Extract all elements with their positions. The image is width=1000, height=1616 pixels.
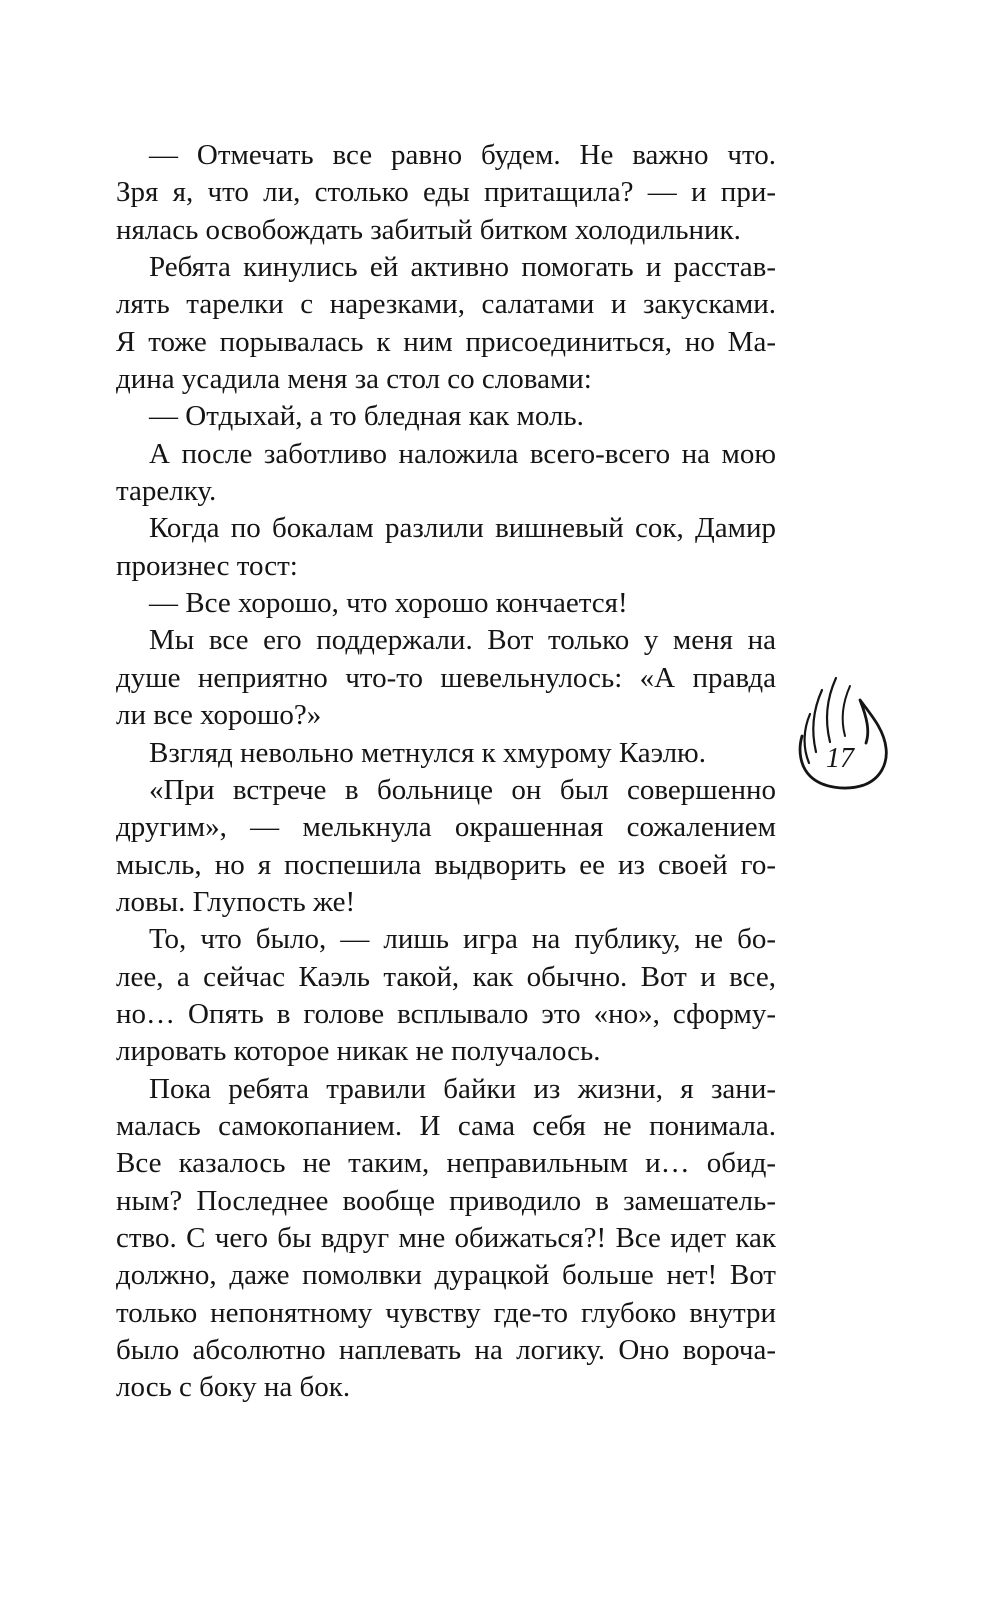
text-line: — Отмечать все равно будем. Не важно что. [149, 139, 776, 171]
text-line: Пока ребята травили байки из жизни, я зани- [149, 1072, 776, 1105]
text-line: мысль, но я поспешила выдворить ее из своей го- [116, 848, 776, 881]
text-line: лять тарелки с нарезками, салатами и закусками. [116, 288, 776, 321]
text-line: дина усадила меня за стол со словами: [116, 363, 592, 396]
text-line: произнес тост: [116, 549, 298, 582]
text-line: Все казалось не таким, неправильным и… обид- [116, 1147, 776, 1180]
text-line: ловы. Глупость же! [116, 885, 356, 918]
text-line: нялась освобождать забитый битком холодильник. [116, 213, 741, 246]
text-line: — Отдыхай, а то бледная как моль. [149, 400, 584, 433]
text-line: тарелку. [116, 475, 217, 508]
text-line: но… Опять в голове всплывало это «но», сформу- [116, 997, 776, 1030]
text-line: «При встрече в больнице он был совершенно [149, 773, 776, 806]
flame-icon [796, 676, 890, 796]
text-line: ным? Последнее вообще приводило в замешатель- [116, 1184, 776, 1217]
text-line: Взгляд невольно метнулся к хмурому Каэлю. [149, 736, 706, 769]
text-line: только непонятному чувству где-то глубоко внутри [116, 1296, 776, 1329]
text-line: — Все хорошо, что хорошо кончается! [149, 587, 628, 620]
text-line: душе неприятно что-то шевельнулось: «А правда [116, 661, 776, 694]
text-line: То, что было, — лишь игра на публику, не бо- [149, 923, 776, 956]
text-line: малась самокопанием. И сама себя не понимала. [116, 1109, 776, 1142]
text-line: лее, а сейчас Каэль такой, как обычно. Вот и все, [116, 960, 776, 993]
text-line: другим», — мелькнула окрашенная сожалением [116, 811, 776, 844]
text-line: Я тоже порывалась к ним присоединиться, но Ма- [116, 325, 776, 358]
text-line: должно, даже помолвки дурацкой больше нет! Вот [116, 1259, 776, 1292]
text-line: лировать которое никак не получалось. [116, 1035, 601, 1068]
text-line: ли все хорошо?» [116, 699, 322, 732]
text-line: Когда по бокалам разлили вишневый сок, Дамир [149, 512, 776, 545]
text-line: А после заботливо наложила всего-всего на мою [149, 437, 776, 470]
text-line: лось с боку на бок. [116, 1371, 351, 1404]
page-number-ornament [796, 676, 890, 796]
text-line: Мы все его поддержали. Вот только у меня на [149, 624, 776, 657]
text-line: Ребята кинулись ей активно помогать и расстав- [149, 251, 776, 284]
body-text [116, 137, 776, 1407]
page-number: 17 [826, 743, 854, 774]
text-line: Зря я, что ли, столько еды притащила? — и при- [116, 176, 776, 209]
text-line: было абсолютно наплевать на логику. Оно ворочa- [116, 1334, 776, 1366]
text-line: ство. С чего бы вдруг мне обижаться?! Все идет как [116, 1221, 776, 1254]
